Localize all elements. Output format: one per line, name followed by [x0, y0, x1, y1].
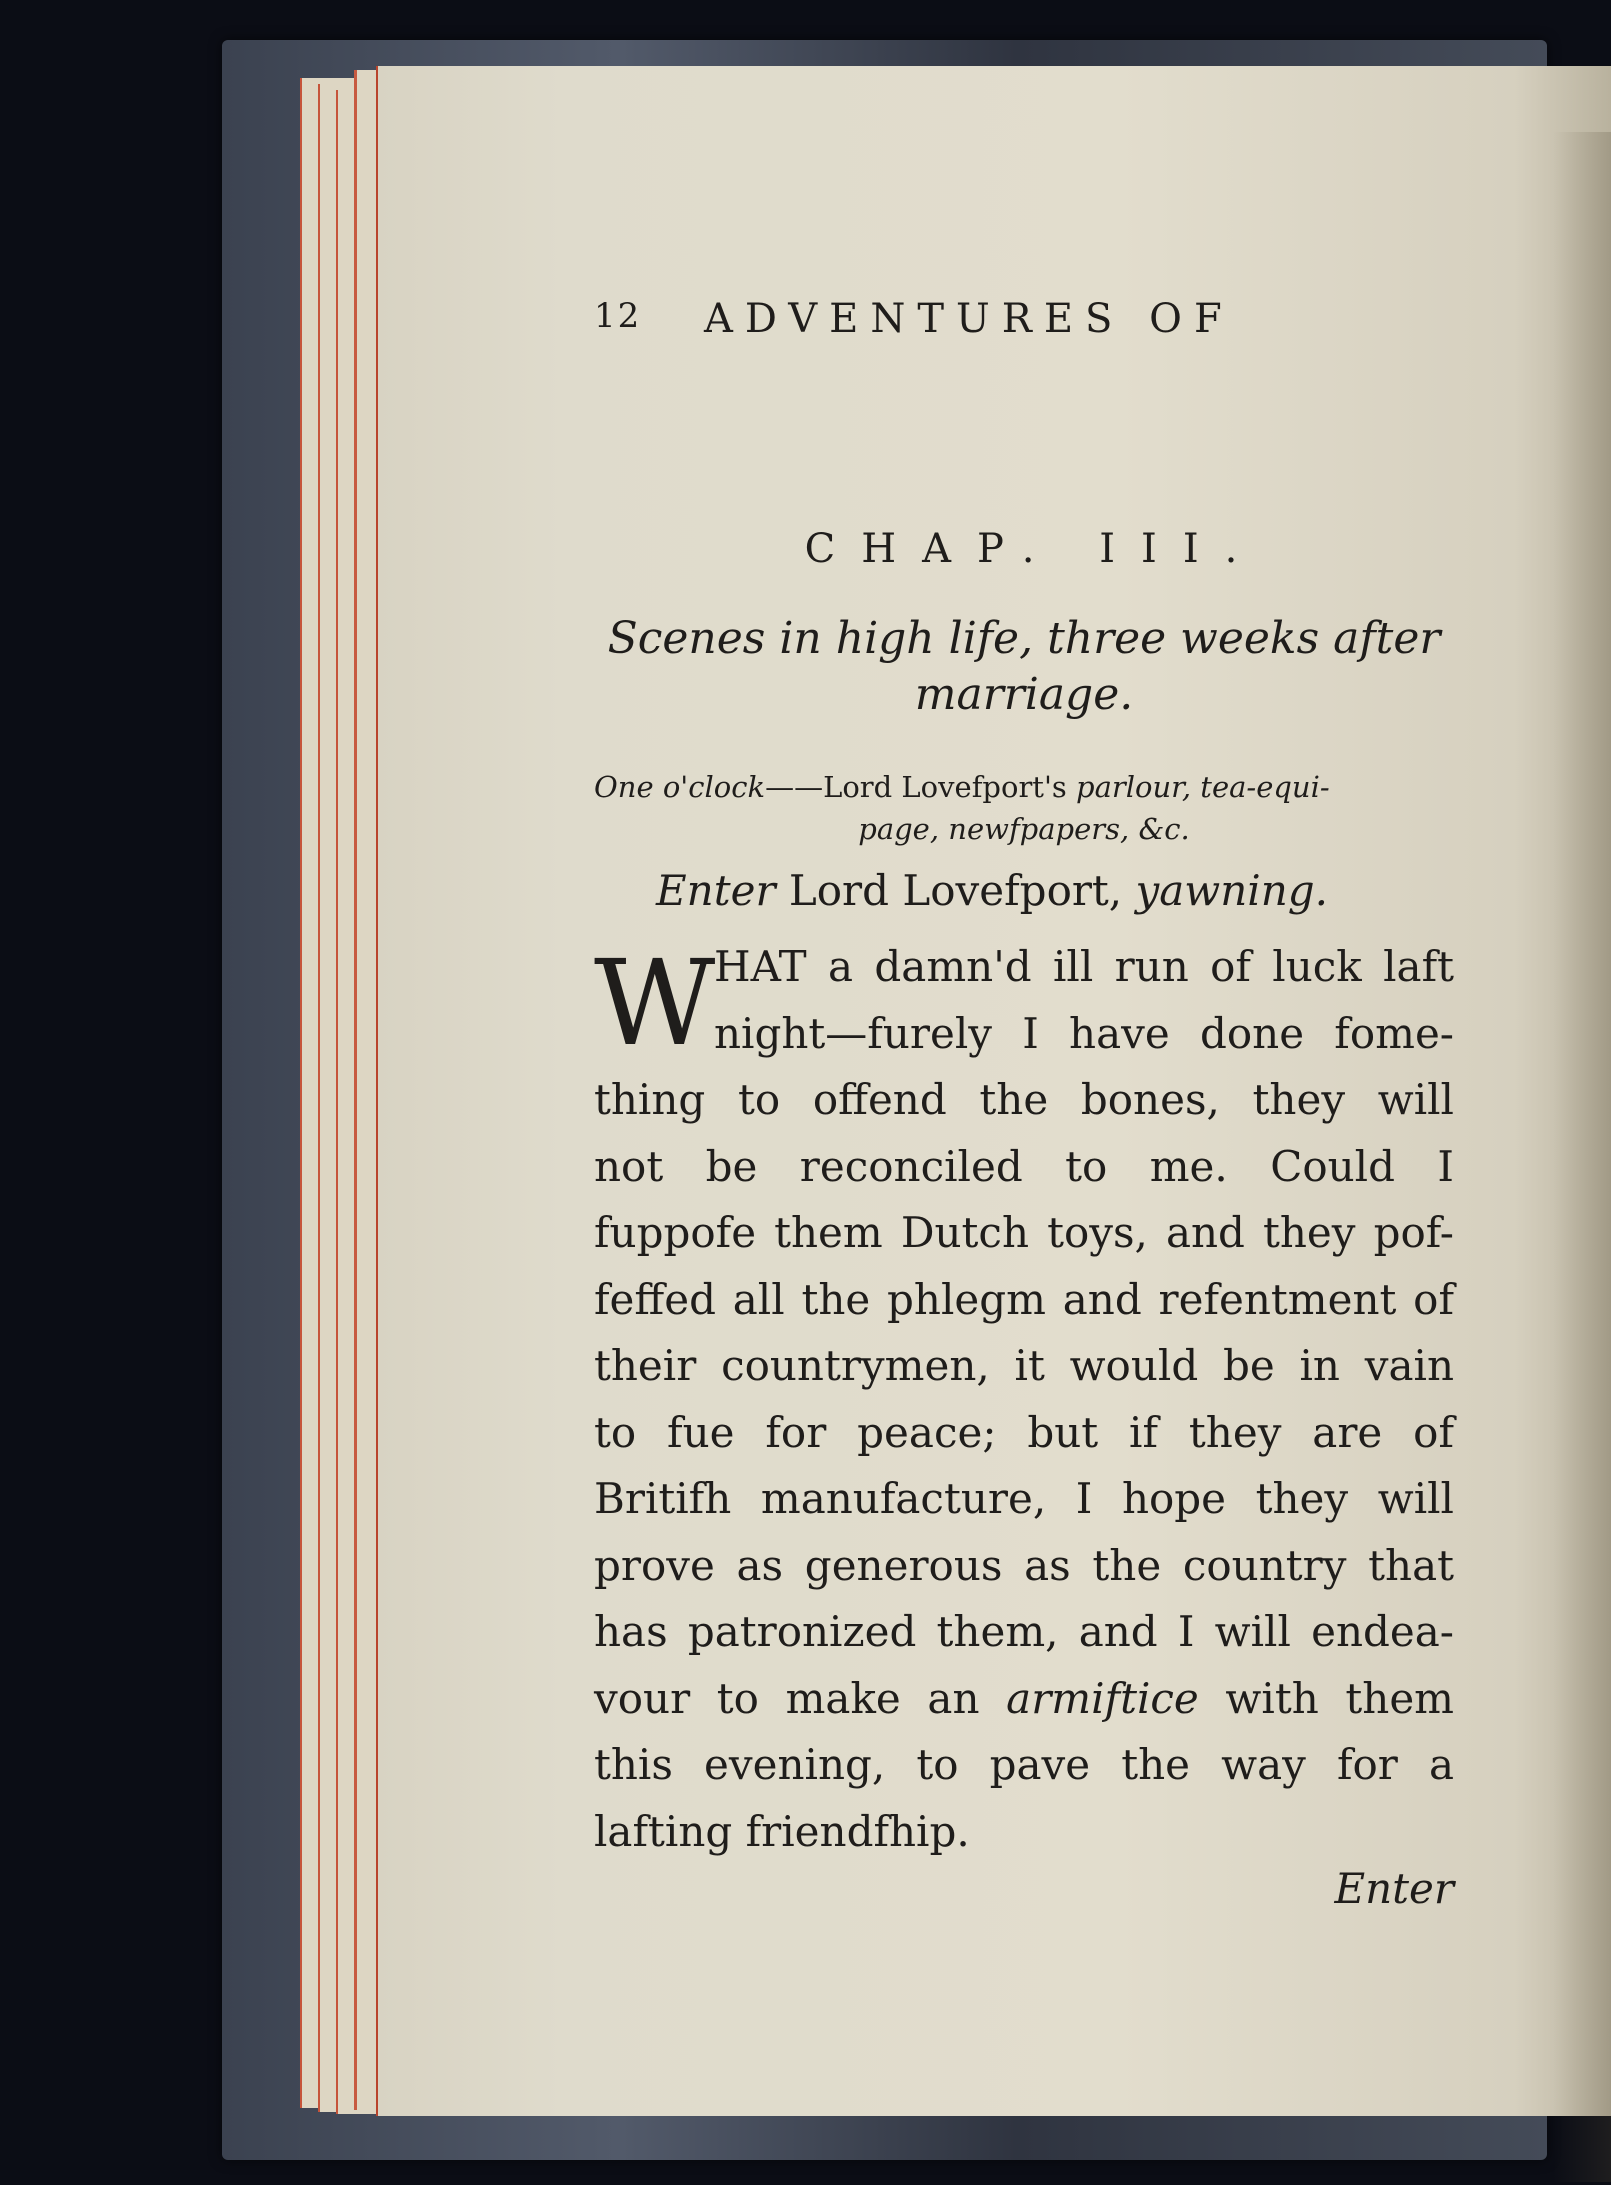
chapter-subtitle	[594, 611, 1454, 723]
stage-dash: ——	[765, 770, 824, 804]
chapter-subtitle-line1: Scenes in high life, three weeks after	[607, 613, 1441, 664]
enter-word: Enter	[656, 866, 776, 915]
page-content	[594, 66, 1474, 2116]
page-number: 12	[594, 296, 642, 336]
text-line: has patronized them, and I will endea-	[594, 1607, 1454, 1656]
text-line: lafting friendfhip.	[594, 1806, 970, 1856]
text-fragment: vour to make an	[594, 1673, 1007, 1723]
text-line: feffed all the phlegm and refentment of	[594, 1274, 1454, 1324]
spine-shadow	[1553, 132, 1611, 2182]
text-line: Britifh manufacture, I hope they will	[594, 1474, 1454, 1523]
enter-direction	[656, 866, 1456, 915]
running-title: ADVENTURES OF	[704, 296, 1234, 342]
catchword: Enter	[1334, 1864, 1454, 1913]
stage-person: Lord Lovefport's	[823, 770, 1067, 804]
text-line: to fue for peace; but if they are of	[594, 1407, 1454, 1457]
text-line: fuppofe them Dutch toys, and they pof-	[594, 1208, 1454, 1257]
text-line	[594, 1666, 1454, 1733]
drop-cap: W	[594, 934, 716, 1072]
stage-setting-line2: page, newfpapers, &c.	[858, 812, 1190, 846]
chapter-subtitle-line2: marriage.	[914, 669, 1134, 720]
text-line: night—furely I have done fome-	[714, 1008, 1454, 1058]
text-line: not be reconciled to me. Could I	[594, 1141, 1454, 1191]
stage-time: One o'clock	[594, 770, 766, 804]
body-text	[594, 934, 1454, 1865]
book-page	[376, 66, 1611, 2116]
text-line: prove as generous as the country that	[594, 1540, 1454, 1590]
chapter-heading: CHAP. III.	[804, 526, 1264, 572]
text-line: thing to offend the bones, they will	[594, 1075, 1454, 1124]
enter-action: yawning.	[1135, 866, 1329, 915]
italic-word: armiftice	[1006, 1673, 1199, 1723]
text-line: this evening, to pave the way for a	[594, 1740, 1454, 1789]
text-line: HAT a damn'd ill run of luck laft	[714, 942, 1454, 991]
stage-setting: parlour, tea-equi-	[1066, 770, 1330, 804]
enter-name: Lord Lovefport,	[775, 866, 1136, 915]
stage-direction	[594, 766, 1454, 850]
text-line: their countrymen, it would be in vain	[594, 1341, 1454, 1390]
text-fragment: with them	[1198, 1673, 1455, 1723]
